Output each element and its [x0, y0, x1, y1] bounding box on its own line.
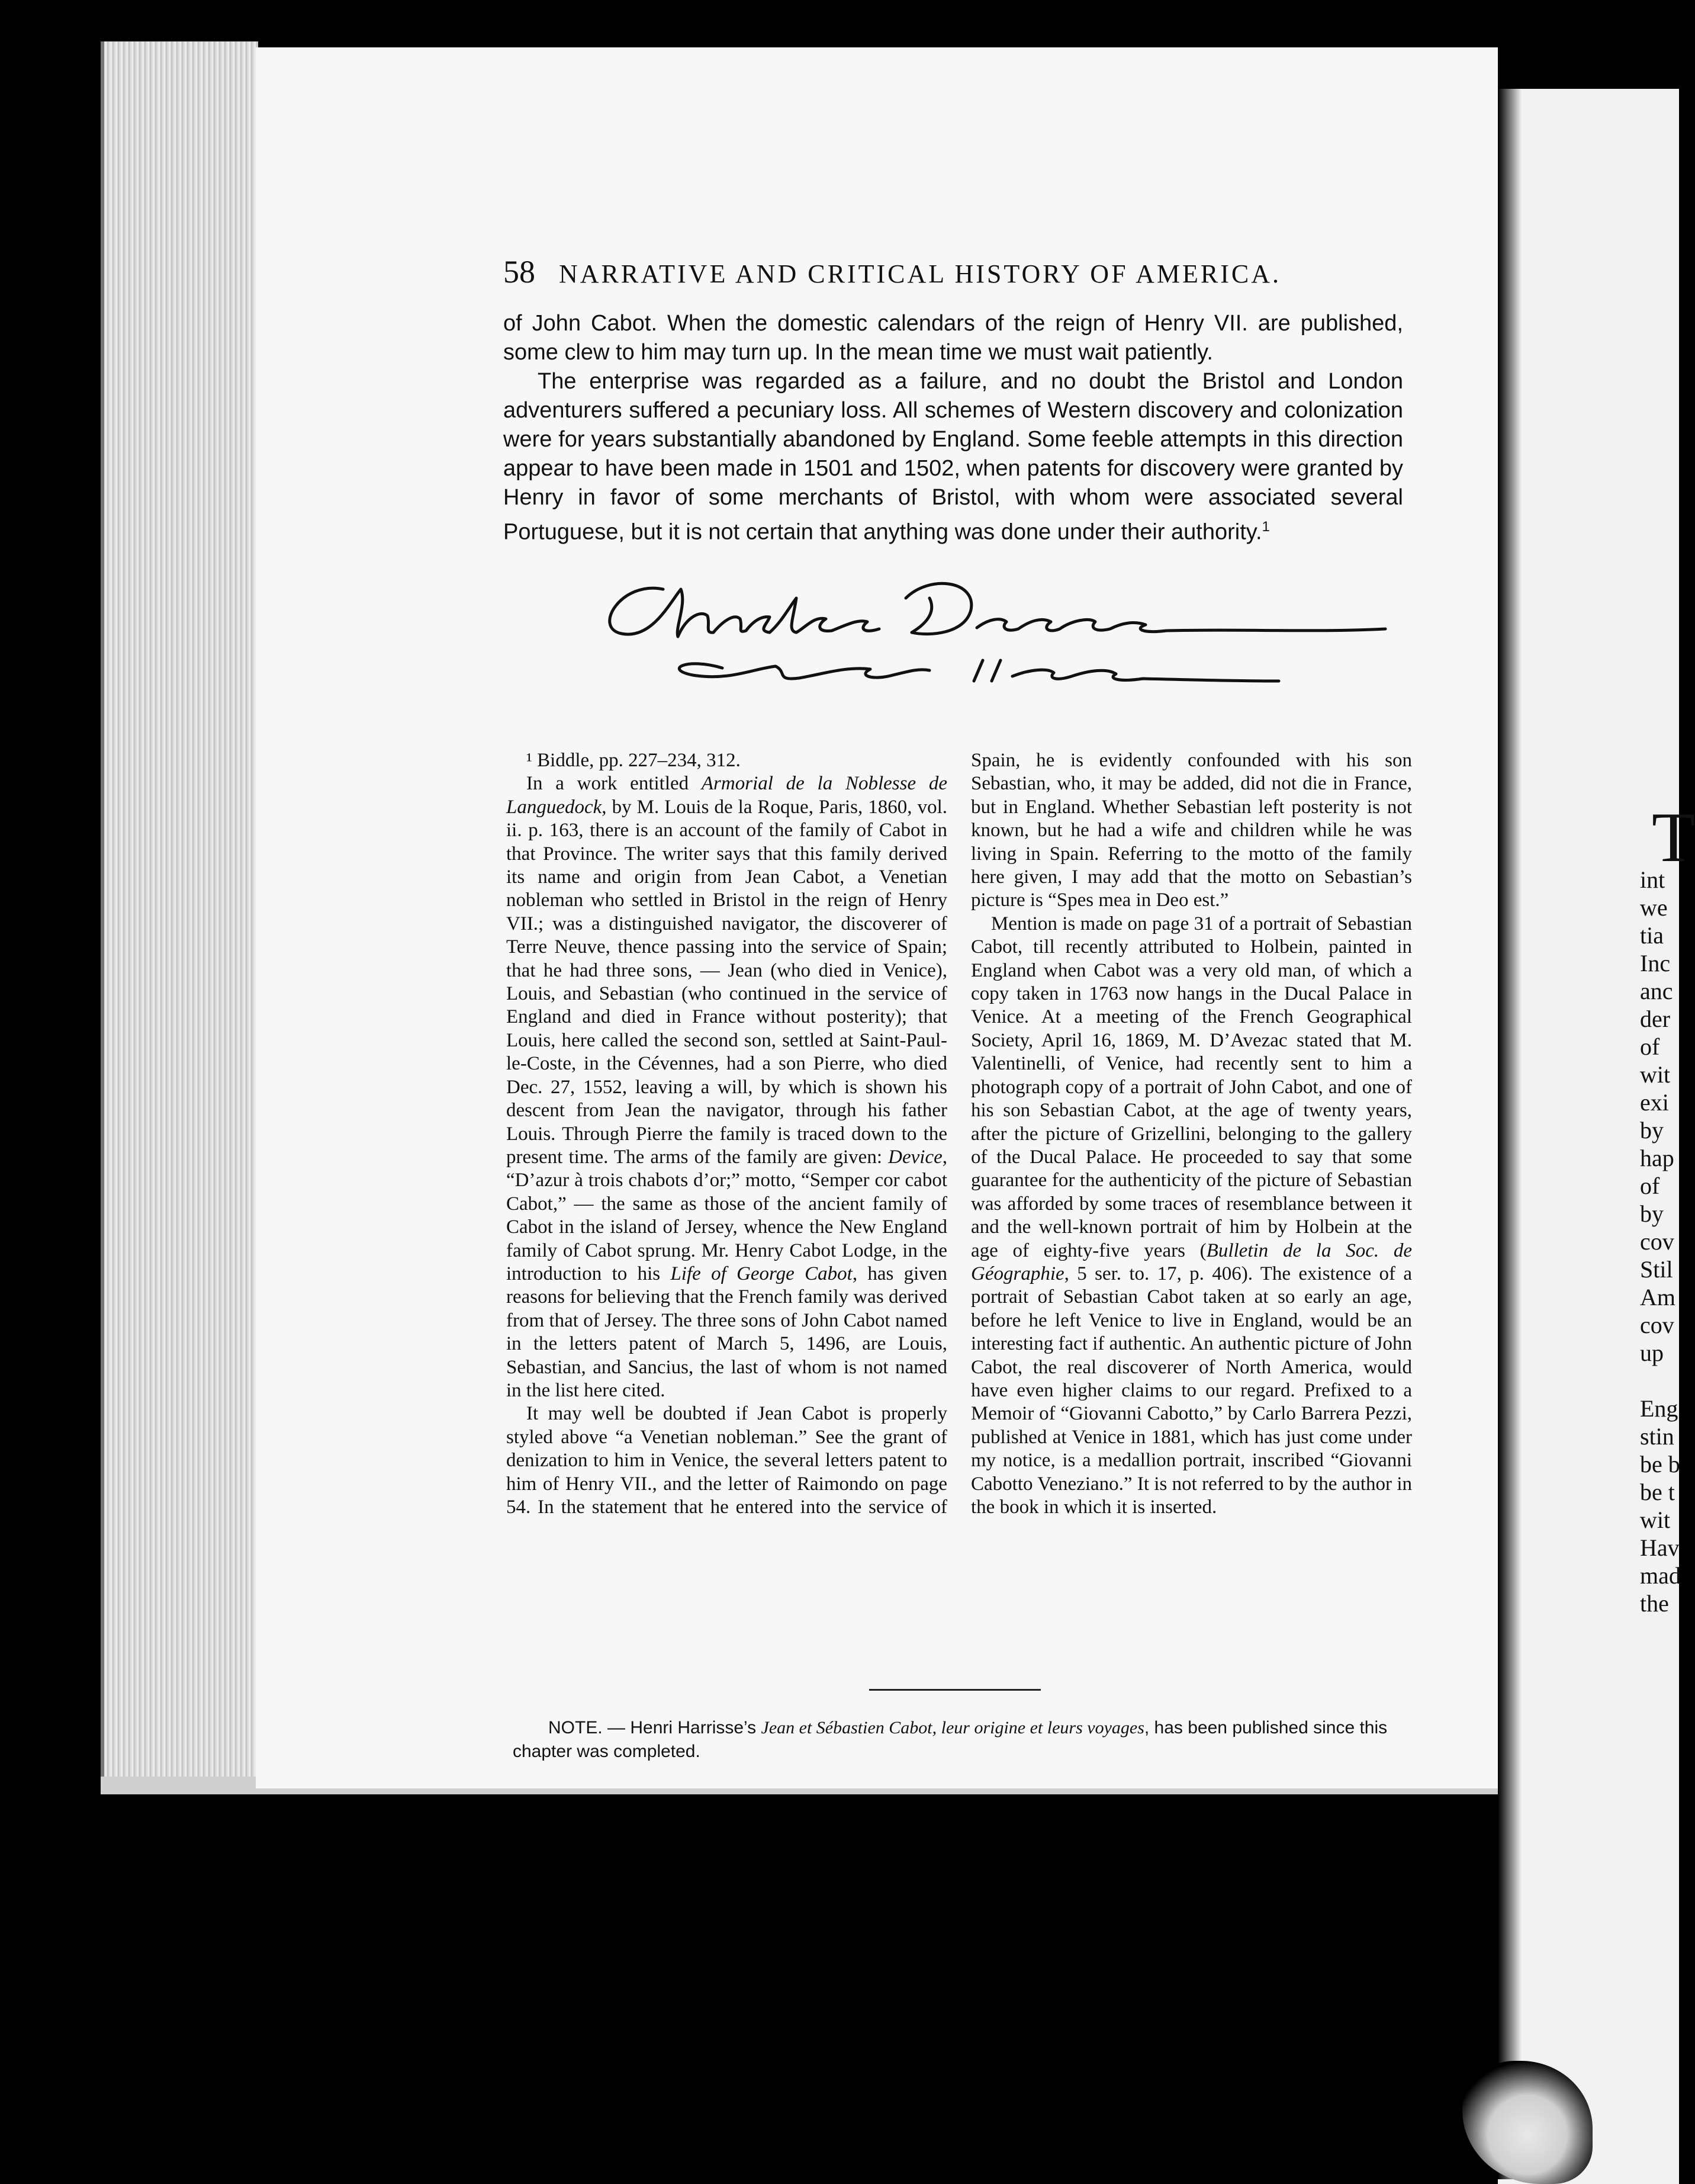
footnote-text: , “D’azur à trois chabots d’or;” motto, “Semper cor cabot Cabot,” — the same as those of the ancient family of Cabot in the island of Jersey, whence the New England family of Cabot sprung. Mr. Henry Cabot Lodge, in the introduction to his [506, 1146, 947, 1284]
main-text [503, 309, 1403, 547]
body-paragraph-2-text: The enterprise was regarded as a failure, and no doubt the Bristol and London adventurers suffered a pecuniary loss. All schemes of Western discovery and colonization were for years substantially abandoned by England. Some feeble attempts in this direction appear to have been made in 1501 and 1502, when patents for discovery were granted by Henry in favor of some merchants of Bristol, with whom were associated several Portuguese, but it is not certain that anything was done under their authority. [503, 369, 1403, 545]
facing-page-dropcap: T [1652, 798, 1695, 876]
footnote-ref: 1 [1262, 519, 1270, 535]
footnote-paragraph-portrait [971, 913, 1412, 1520]
signature-charles-deane [598, 563, 1397, 711]
device-label: Device [888, 1146, 943, 1168]
footnote-text: In a work entitled [526, 773, 702, 795]
body-paragraph-1: of John Cabot. When the domestic calendars of the reign of Henry VII. are published, some clew to him may turn up. In the mean time we must wait patiently. [503, 311, 1403, 365]
footnotes [506, 749, 1412, 1519]
footnote-text: Mention is made on page 31 of a portrait of Sebastian Cabot, till recently attributed to Holbein, painted in England when Cabot was a very old man, of which a copy taken in 1763 now hangs in the Ducal Palace in Venice. At a meeting of the French Geographical Society, April 16, 1869, M. D’Avezac stated that M. Valentinelli, of Venice, had recently sent to him a photograph copy of a portrait of John Cabot, and one of his son Sebastian Cabot, at the age of twenty years, after the picture of Grizellini, belonging to the gallery of the Ducal Palace. He proceeded to say that some guarantee for the authenticity of the picture of Sebastian was afforded by some traces of resemblance between it and the well-known portrait of him by Holbein at the age of eighty-five years ( [971, 913, 1412, 1261]
page-number: 58 [503, 254, 535, 290]
note-label: NOTE. — Henri Harrisse’s [548, 1718, 761, 1737]
body-paragraph-2 [503, 367, 1403, 547]
note-book-title: Jean et Sébastien Cabot, leur origine et leurs voyages [761, 1718, 1144, 1737]
running-head [503, 253, 1302, 290]
footnote-1: ¹ Biddle, pp. 227–234, 312. [526, 750, 741, 771]
note-text: , has been published since this chapter was completed. [513, 1718, 1388, 1761]
facing-page-text: int we tia Inc anc der of wit exi by hap of by cov Stil Am cov up Eng stin be b be t wit Hav mad the [1640, 866, 1681, 1617]
gutter-shadow [1498, 47, 1522, 2179]
section-rule [869, 1689, 1041, 1691]
footnote-text: , by M. Louis de la Roque, Paris, 1860, vol. ii. p. 163, there is an account of the family of Cabot in that Province. The writer says that this family derived its name and origin from Jean Cabot, a Venetian nobleman who settled in Bristol in the reign of Henry VII.; was a distinguished navigator, the discoverer of Terre Neuve, thence passing into the service of Spain; that he had three sons, — Jean (who died in Venice), Louis, and Sebastian (who continued in the service of England and died in France without posterity); that Louis, here called the second son, settled at Saint-Paul-le-Coste, in the Cévennes, had a son Pierre, who died Dec. 27, 1552, leaving a will, by which is shown his descent from Jean the navigator, through his father Louis. Through Pierre the family is traced down to the present time. The arms of the family are given: [506, 796, 947, 1168]
book-title-life-of-george-cabot: Life of George Cabot [670, 1263, 853, 1284]
footnote-text: , 5 ser. to. 17, p. 406). The existence of a portrait of Sebastian Cabot taken at so early an age, before he left Venice to live in England, would be an interesting fact if authentic. An authentic picture of John Cabot, the real discoverer of North America, would have even higher claims to our regard. Prefixed to a Memoir of “Giovanni Cabotto,” by Carlo Barrera Pezzi, published at Venice in 1881, which has just come under my notice, is a medallion portrait, inscribed “Giovanni Cabotto Veneziano.” It is not referred to by the author in the book in which it is inserted. [971, 1263, 1413, 1518]
footnote-text: , has given reasons for believing that the French family was derived from that of Jersey. The three sons of John Cabot named in the letters patent of March 5, 1496, are Louis, Sebastian, and Sancius, the last of whom is not named in the list here cited. [506, 1263, 947, 1401]
editorial-note [513, 1716, 1413, 1764]
footnote-paragraph-venetian: It may well be doubted if Jean Cabot is properly styled above “a Venetian nobleman.” See the grant of denization to him in Venice, the several letters patent to him of Henry VII., and the letter of Raimondo on page 54. In the statement that he entered into the service of Spain, he is evidently confounded with his son Sebastian, who, it may be added, did not die in France, but in England. Whether Sebastian left posterity is not known, but he had a wife and children while he was living in Spain. Referring to the motto of the family here given, I may add that the motto on Sebastian’s picture is “Spes mea in Deo est.” [506, 750, 1412, 1518]
running-head-title: NARRATIVE AND CRITICAL HISTORY OF AMERICA. [559, 259, 1282, 288]
footnote-paragraph-armorial [506, 772, 947, 1402]
book-title-armorial: Armorial de la Noblesse de Languedock [506, 773, 947, 818]
book-page-edges [101, 41, 258, 1794]
journal-title-bulletin: Bulletin de la Soc. de Géographie [971, 1239, 1412, 1284]
